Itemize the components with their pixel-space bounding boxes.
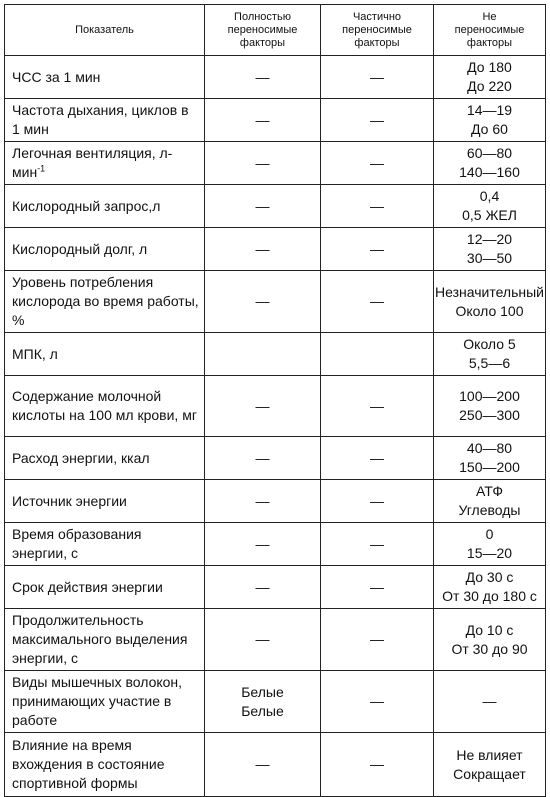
cell-full: — [205, 228, 321, 271]
table-row [5, 333, 546, 376]
factors-table [4, 4, 546, 797]
cell-full: — [205, 609, 321, 671]
header-indicator: Показатель [5, 5, 205, 56]
table-row [5, 609, 546, 671]
table-row [5, 671, 546, 733]
table-row [5, 271, 546, 333]
cell-partial: — [321, 437, 434, 480]
cell-partial: — [321, 376, 434, 437]
cell-full: — [205, 437, 321, 480]
header-full: Полностью переносимые факторы [205, 5, 321, 56]
cell-indicator: Кислородный долг, л [5, 228, 205, 271]
cell-partial: — [321, 185, 434, 228]
cell-indicator: Легочная вентиляция, л-мин$^{-1}$ [5, 142, 205, 185]
cell-partial: — [321, 671, 434, 733]
cell-partial: — [321, 56, 434, 99]
header-partial: Частично переносимые факторы [321, 5, 434, 56]
cell-none: Не влияет Сокращает [434, 733, 546, 797]
cell-partial: — [321, 733, 434, 797]
table-row [5, 523, 546, 566]
table-row [5, 566, 546, 609]
cell-indicator: Источник энергии [5, 480, 205, 523]
cell-none: 0,4 0,5 ЖЕЛ [434, 185, 546, 228]
table-row [5, 480, 546, 523]
cell-full: — [205, 56, 321, 99]
header-row [5, 5, 546, 56]
cell-full [205, 333, 321, 376]
table-row [5, 185, 546, 228]
table-row [5, 228, 546, 271]
cell-partial: — [321, 142, 434, 185]
cell-full: — [205, 271, 321, 333]
cell-full: — [205, 99, 321, 142]
cell-none: До 30 с От 30 до 180 с [434, 566, 546, 609]
cell-indicator: Виды мышечных волокон, принимающих участие в работе [5, 671, 205, 733]
table-row [5, 56, 546, 99]
cell-full: — [205, 566, 321, 609]
cell-full: — [205, 480, 321, 523]
table-row [5, 733, 546, 797]
cell-none: Незначительный Около 100 [434, 271, 546, 333]
cell-partial: — [321, 99, 434, 142]
cell-indicator: Продолжительность максимального выделения энергии, с [5, 609, 205, 671]
cell-partial: — [321, 609, 434, 671]
cell-full: — [205, 523, 321, 566]
cell-partial [321, 333, 434, 376]
cell-partial: — [321, 480, 434, 523]
cell-none: 12—20 30—50 [434, 228, 546, 271]
table-row [5, 142, 546, 185]
cell-none: 100—200 250—300 [434, 376, 546, 437]
cell-full: — [205, 185, 321, 228]
table-row [5, 437, 546, 480]
table-row [5, 99, 546, 142]
cell-none: До 10 с От 30 до 90 [434, 609, 546, 671]
cell-none: 40—80 150—200 [434, 437, 546, 480]
cell-indicator: Время образования энергии, с [5, 523, 205, 566]
cell-partial: — [321, 566, 434, 609]
cell-full: — [205, 376, 321, 437]
cell-full: Белые Белые [205, 671, 321, 733]
cell-partial: — [321, 523, 434, 566]
cell-none: 60—80 140—160 [434, 142, 546, 185]
cell-none: До 180 До 220 [434, 56, 546, 99]
cell-partial: — [321, 271, 434, 333]
cell-indicator: Уровень потребления кислорода во время работы, % [5, 271, 205, 333]
cell-none: Около 5 5,5—6 [434, 333, 546, 376]
cell-indicator: ЧСС за 1 мин [5, 56, 205, 99]
cell-indicator: МПК, л [5, 333, 205, 376]
cell-indicator: Кислородный запрос,л [5, 185, 205, 228]
cell-none: АТФ Углеводы [434, 480, 546, 523]
cell-indicator: Срок действия энергии [5, 566, 205, 609]
cell-full: — [205, 733, 321, 797]
table-row [5, 376, 546, 437]
header-none: Не переносимые факторы [434, 5, 546, 56]
cell-full: — [205, 142, 321, 185]
cell-indicator: Влияние на время вхождения в состояние спортивной формы [5, 733, 205, 797]
cell-indicator: Частота дыхания, циклов в 1 мин [5, 99, 205, 142]
cell-indicator: Расход энергии, ккал [5, 437, 205, 480]
cell-none: 14—19 До 60 [434, 99, 546, 142]
cell-none: — [434, 671, 546, 733]
cell-partial: — [321, 228, 434, 271]
cell-none: 0 15—20 [434, 523, 546, 566]
cell-indicator: Содержание молочной кислоты на 100 мл крови, мг [5, 376, 205, 437]
